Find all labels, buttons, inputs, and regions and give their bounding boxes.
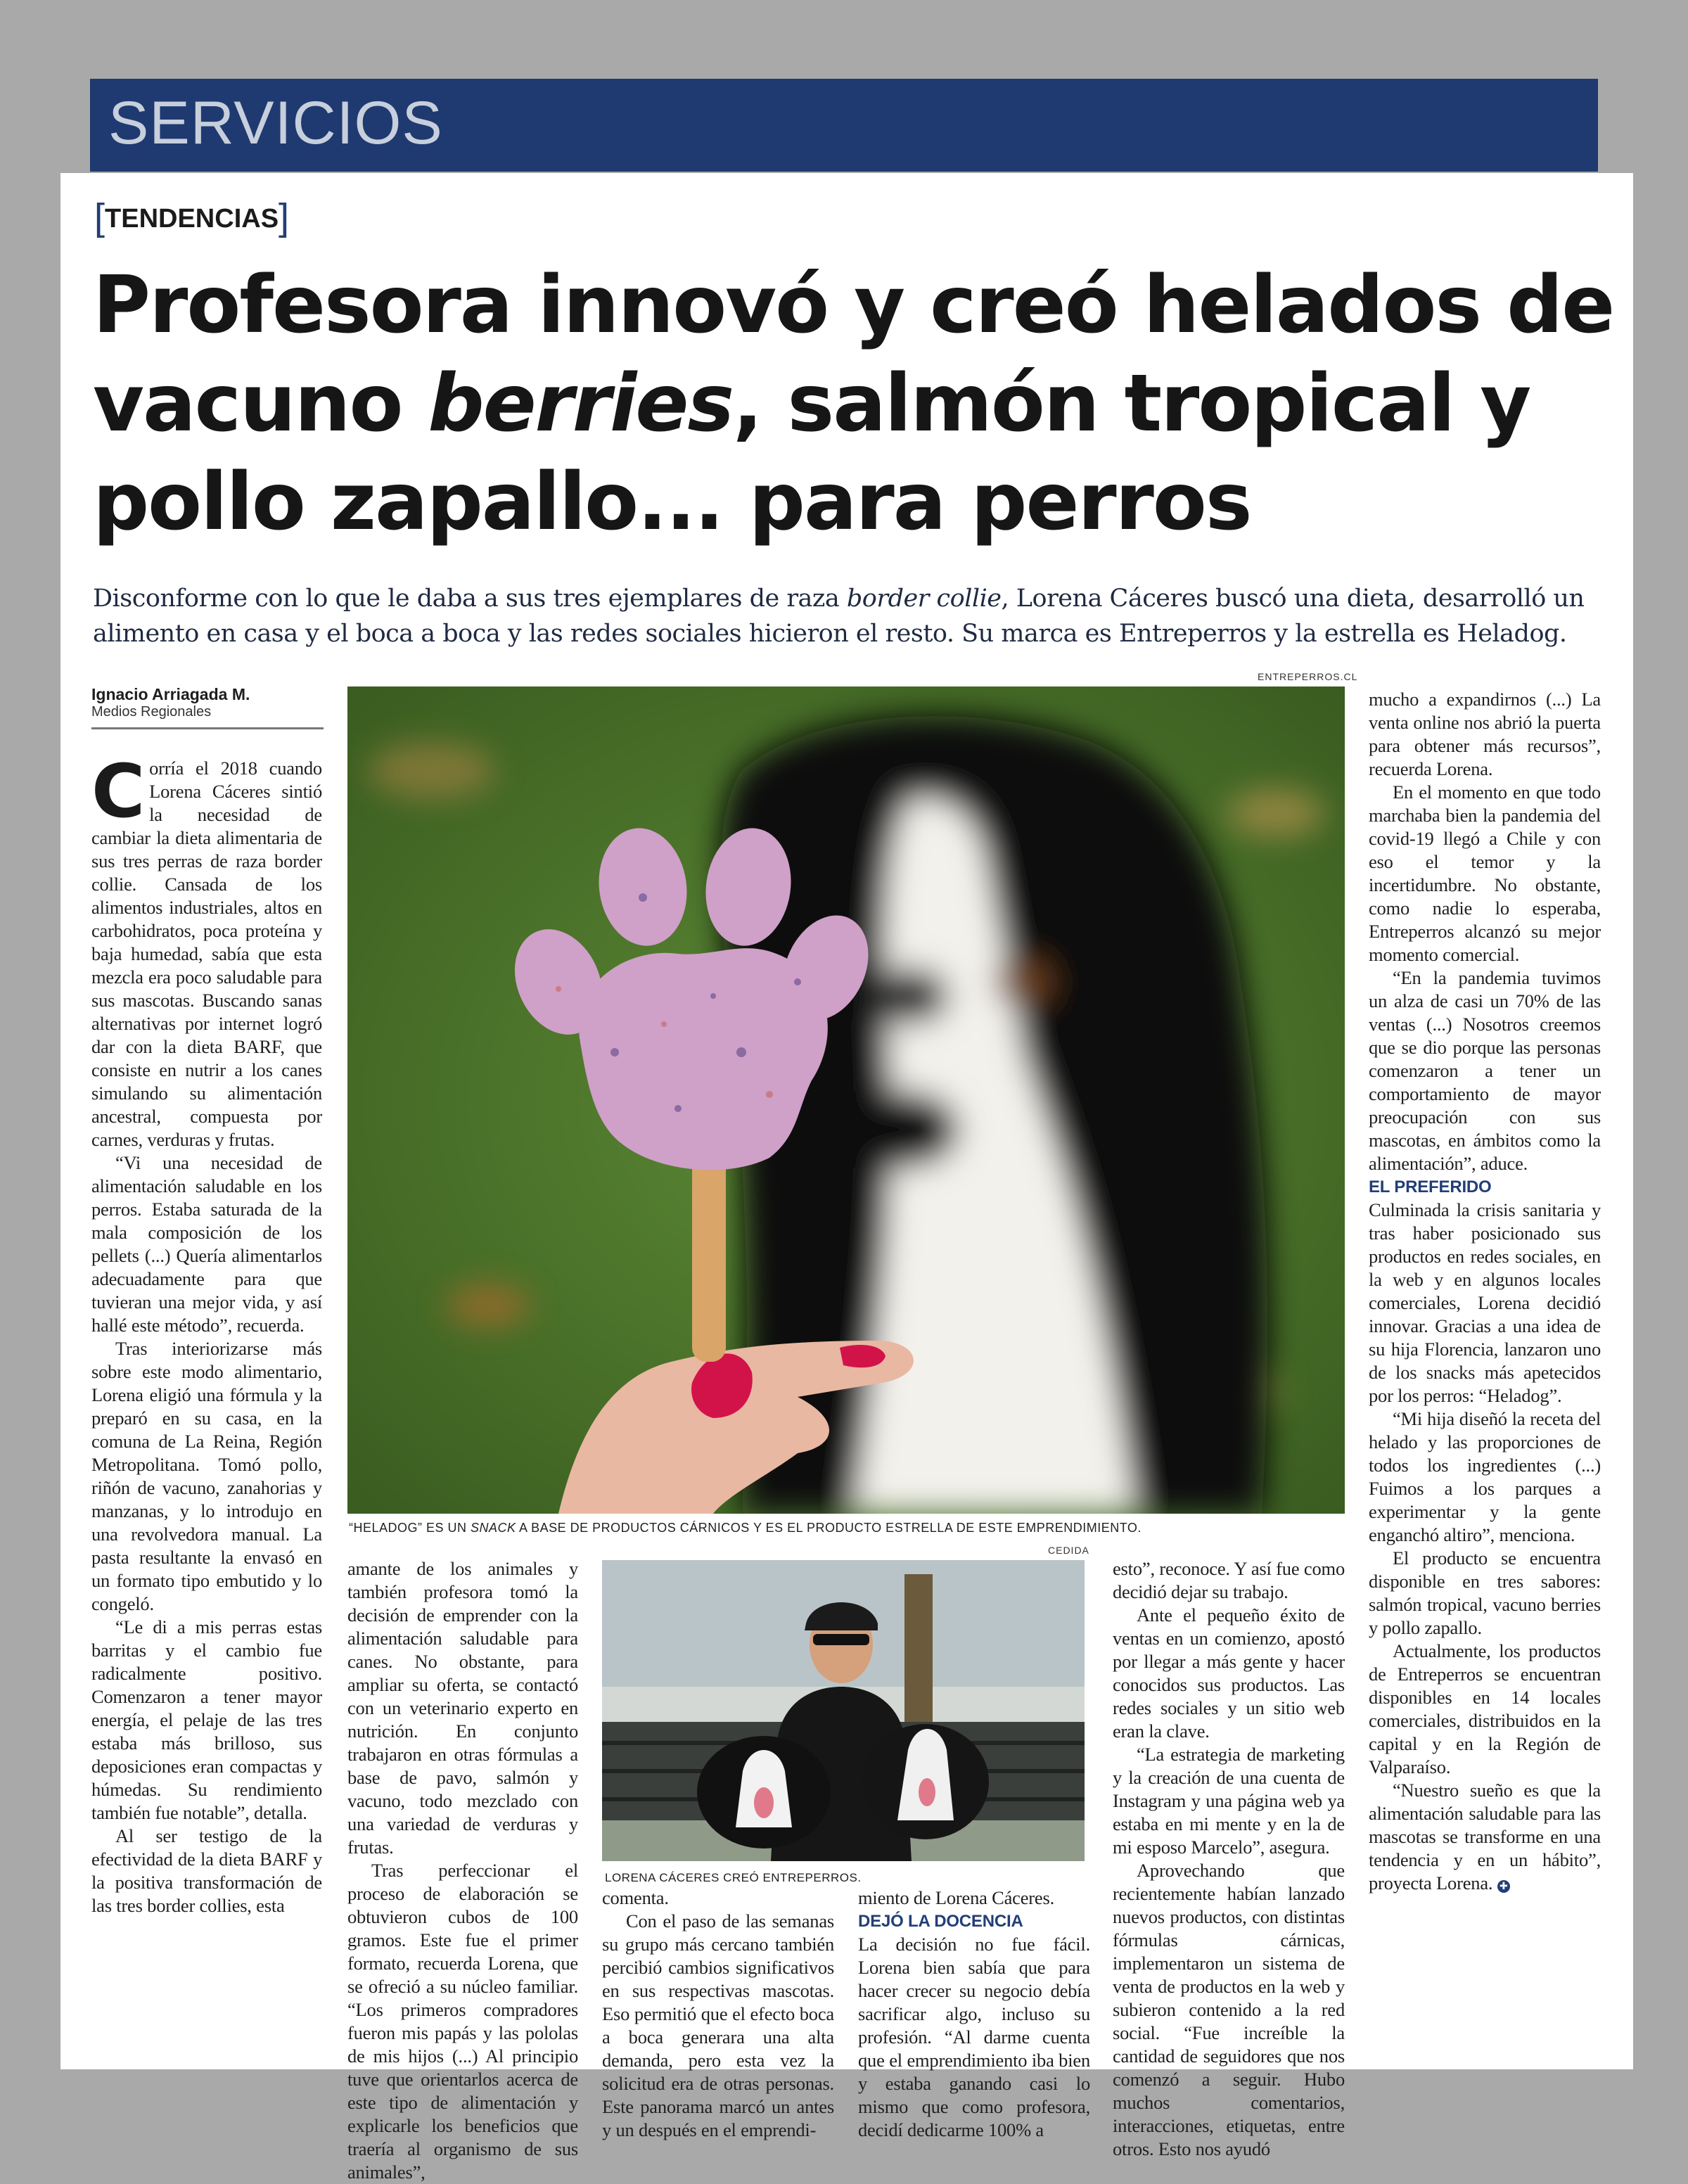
byline (91, 685, 324, 729)
author-name: Ignacio Arriagada M. (91, 685, 250, 703)
main-photo-credit: ENTREPERROS.CL (1258, 671, 1358, 682)
headline-line-1: Profesora innovó y creó helados de (93, 260, 1614, 351)
lead-paragraph (93, 581, 1612, 651)
kicker-label: [TENDENCIAS] (94, 196, 290, 238)
col6-para-8: “Nuestro sueño es que la alimentación saludable para las mascotas se transforme en una tendencia y en un hábito”, proyecta Lorena. ✚ (1369, 1780, 1601, 1894)
section-title: SERVICIOS (108, 89, 443, 157)
col1-para-3: Tras interiorizarse más sobre este modo alimentario, Lorena eligió una fórmula y la preparó en su casa, en la comuna de La Reina, Región Metropolitana. Tomó pollo, riñón de vacuno, zanahorias y manzanas, y lo introdujo en una revolvedora manual. La pasta resultante la envasó en un formato tipo embutido y lo congeló. (91, 1338, 322, 1614)
second-photo-credit: CEDIDA (1048, 1545, 1089, 1556)
article-column-6 (1369, 688, 1601, 1895)
second-photo-caption: LORENA CÁCERES CREÓ ENTREPERROS. (605, 1871, 862, 1884)
col6-para-3: “En la pandemia tuvimos un alza de casi un 70% de las ventas (...) Nosotros creemos que se dio porque las personas comenzaron a tener un comportamiento de mayor preocupación con sus mascotas, en ámbitos como la alimentación”, aduce. (1369, 967, 1601, 1174)
headline-line-2: vacuno berries, salmón tropical y (93, 358, 1530, 449)
col4-para-1: miento de Lorena Cáceres. (858, 1887, 1055, 1908)
col5-para-2: Ante el pequeño éxito de ventas en un comienzo, apostó por llegar a más gente y hacer conocidos sus productos. Las redes sociales y un sitio web eran la clave. (1113, 1604, 1345, 1742)
subhead-dejo-la-docencia: DEJÓ LA DOCENCIA (858, 1912, 1023, 1931)
col3-para-2: Con el paso de las semanas su grupo más cercano también percibió cambios significativos en sus respectivas mascotas. Eso permitió que el efecto boca a boca generara una alta demanda, pero esta vez la solicitud era de otras personas. Este panorama marcó un antes y un después en el emprendi- (602, 1910, 834, 2140)
article-column-5 (1113, 1557, 1345, 2161)
col5-para-3: “La estrategia de marketing y la creación de una cuenta de Instagram y una página web ya estaba en mi mente y en la de mi esposo Marcelo”, asegura. (1113, 1744, 1345, 1858)
col5-para-4: Aprovechando que recientemente habían lanzado nuevos productos, con distintas fórmulas cárnicas, implementaron un sistema de venta de productos en la web y subieron contenido a la red social. “Fue increíble la cantidad de seguidores que nos comenzó a seguir. Hubo muchos comentarios, interacciones, etiquetas, entre otros. Esto nos ayudó (1113, 1860, 1345, 2159)
col5-para-1: esto”, reconoce. Y así fue como decidió dejar su trabajo. (1113, 1558, 1345, 1602)
article-column-1 (91, 748, 322, 1917)
col1-para-1: Corría el 2018 cuando Lorena Cáceres sintió la necesidad de cambiar la dieta alimentaria de sus tres perras de raza border collie. Cansada de los alimentos industriales, altos en carbohidratos, poca proteína y baja humedad, sabía que esta mezcla era poco saludable para sus mascotas. Buscando sanas alternativas por internet logró dar con la dieta BARF, que consiste en nutrir a los canes simulando su alimentación ancestral, compuesta por carnes, verduras y frutas. (91, 748, 322, 1150)
woman-with-dogs-illustration (602, 1560, 1085, 1861)
col6-para-5: “Mi hija diseñó la receta del helado y las proporciones de todos los ingredientes (...) Fuimos a los parques a experimentar y la gente enganchó altiro”, menciona. (1369, 1408, 1601, 1545)
col1-para-2: “Vi una necesidad de alimentación saludable en los perros. Estaba saturada de la mala composición de los pellets (...) Quería alimentarlos adecuadamente para que tuvieran una mejor vida, y así hallé este método”, recuerda. (91, 1152, 322, 1336)
subhead-el-preferido: EL PREFERIDO (1369, 1177, 1492, 1196)
col4-para-2: La decisión no fue fácil. Lorena bien sabía que para hacer crecer su negocio debía sacrificar algo, incluso su profesión. “Al darme cuenta que el emprendimiento iba bien y estaba ganando casi lo mismo que como profesora, decidí dedicarme 100% a (858, 1934, 1090, 2140)
col1-para-4: “Le di a mis perras estas barritas y el cambio fue radicalmente positivo. Comenzaron a tener mayor energía, el pelaje de las tres estaba más brilloso, sus deposiciones eran compactas y húmedas. Su rendimiento también fue notable”, detalla. (91, 1616, 322, 1823)
lead-line-2: alimento en casa y el boca a boca y las redes sociales hicieron el resto. Su marca es Entreperros y la estrella es Heladog. (93, 620, 1567, 648)
main-photo-caption: “HELADOG” ES UN SNACK A BASE DE PRODUCTOS CÁRNICOS Y ES EL PRODUCTO ESTRELLA DE ESTE EMPRENDIMIENTO. (349, 1521, 1142, 1535)
second-photo (602, 1560, 1085, 1861)
section-header-bar (90, 79, 1598, 172)
col6-para-4: Culminada la crisis sanitaria y tras haber posicionado sus productos en redes sociales, en la web y en algunos locales comerciales, Lorena decidió innovar. Gracias a una idea de su hija Florencia, lanzaron uno de los snacks más apetecidos por los perros: “Heladog”. (1369, 1199, 1601, 1406)
headline-line-3: pollo zapallo... para perros (93, 456, 1251, 548)
col2-para-1: amante de los animales y también profesora tomó la decisión de emprender con la alimentación saludable para canes. No obstante, para ampliar su oferta, se contactó con un veterinario experto en nutrición. En conjunto trabajaron en otras fórmulas a base de pavo, salmón y vacuno, todo mezclado con una variedad de verduras y frutas. (347, 1558, 578, 1858)
headline (93, 256, 1614, 551)
col6-para-7: Actualmente, los productos de Entreperros se encuentran disponibles en 14 locales comerciales, distribuidos en la capital y en la Región de Valparaíso. (1369, 1640, 1601, 1777)
col6-para-6: El producto se encuentra disponible en tres sabores: salmón tropical, vacuno berries y pollo zapallo. (1369, 1547, 1601, 1638)
end-mark-icon: ✚ (1497, 1880, 1510, 1893)
dog-paw-ice-cream-illustration (347, 687, 1345, 1514)
lead-line-1: Disconforme con lo que le daba a sus tres ejemplares de raza border collie, Lorena Cáceres buscó una dieta, desarrolló un (93, 585, 1585, 613)
main-photo (347, 687, 1345, 1514)
author-outlet: Medios Regionales (91, 704, 212, 720)
kicker-text: TENDENCIAS (105, 204, 279, 234)
col6-para-2: En el momento en que todo marchaba bien la pandemia del covid-19 llegó a Chile y con eso el temor y la incertidumbre. No obstante, como nadie lo esperaba, Entreperros alcanzó su mejor momento comercial. (1369, 781, 1601, 965)
newspaper-page (60, 173, 1633, 2183)
drop-cap: C (91, 748, 146, 834)
col1-para-5: Al ser testigo de la efectividad de la dieta BARF y la positiva transformación de las tres border collies, esta (91, 1825, 322, 1916)
article-column-2 (347, 1557, 578, 2184)
col2-para-2: Tras perfeccionar el proceso de elaboración se obtuvieron cubos de 100 gramos. Este fue el primer formato, recuerda Lorena, que se ofreció a su núcleo familiar. “Los primeros compradores fueron mis papás y las pololas de mis hijos (...) Al principio tuve que orientarlos acerca de este tipo de alimentación y explicarle los beneficios que traería al organismo de sus animales”, (347, 1860, 578, 2183)
article-column-4 (858, 1886, 1090, 2142)
col6-para-1: mucho a expandirnos (...) La venta online nos abrió la puerta para obtener más recursos”, recuerda Lorena. (1369, 689, 1601, 779)
col3-para-1: comenta. (602, 1887, 669, 1908)
article-column-3 (602, 1886, 834, 2142)
